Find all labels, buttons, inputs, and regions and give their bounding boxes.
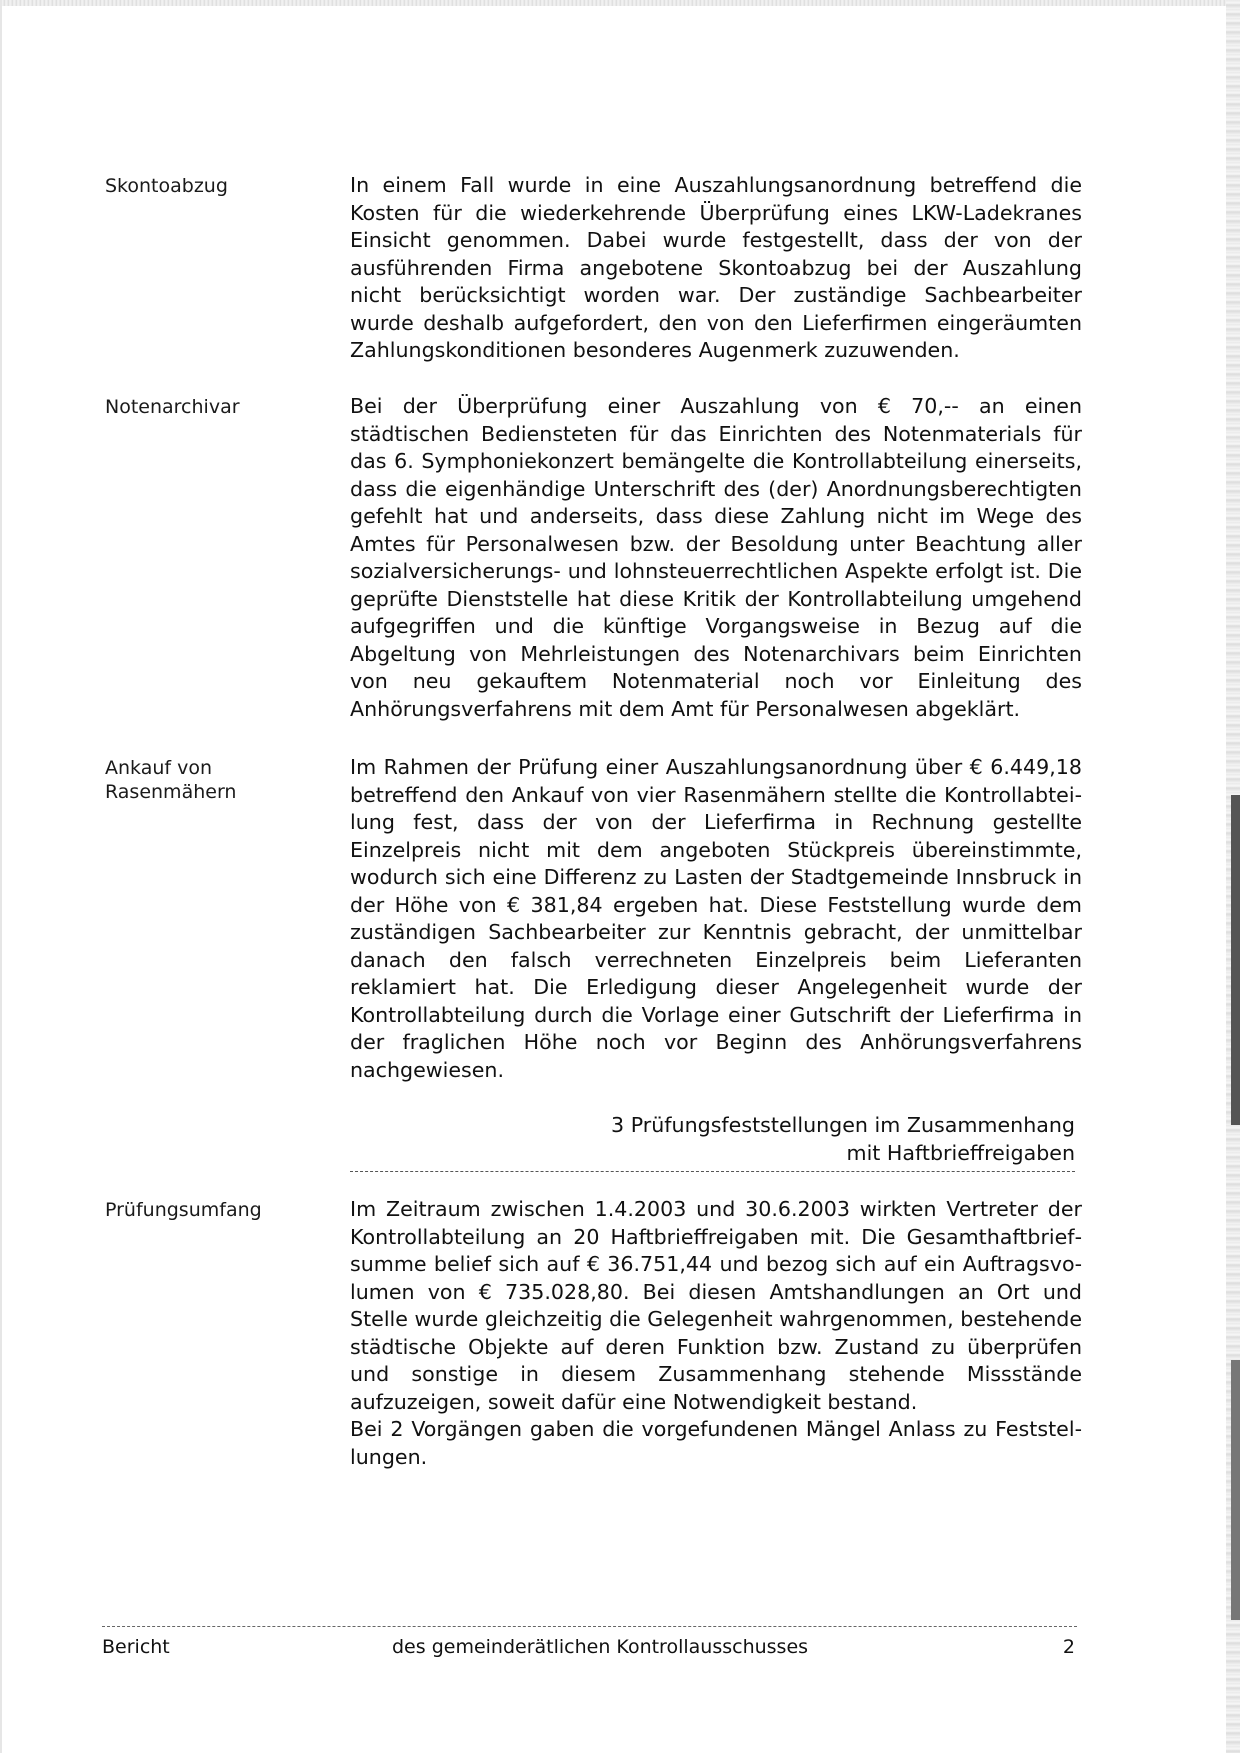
paragraph: Im Zeitraum zwischen 1.4.2003 und 30.6.2003 wirkten Vertreter der Kontrollabteilung an 20 Haftbrieffreigaben mit. Die Gesamthaftbriefsumme belief sich auf € 36.751,44 und bezog sich auf ein Auftragsvolumen von € 735.028,80. Bei diesen Amtshandlungen an Ort und Stelle wurde gleichzeitig die Gelegenheit wahrgenommen, bestehende städtische Objekte auf deren Funktion bzw. Zustand zu überprüfen und sonstige in diesem Zusammenhang stehende Missstände aufzuzeigen, soweit dafür eine Notwendigkeit bestand. [350,1197,1082,1414]
margin-label [105,756,325,804]
footer-center: des gemeinderätlichen Kontrollausschusses [392,1636,809,1658]
margin-label-line: Ankauf von [105,757,213,779]
paragraph: Bei der Überprüfung einer Auszahlung von € 70,-- an einen städtischen Bediensteten für das Einrichten des Notenmaterials für das 6. Symphoniekonzert bemängelte die Kontrollabteilung einerseits, dass die eigenhändige Unterschrift des (der) Anordnungsberechtigten gefehlt hat und anderseits, dass diese Zahlung nicht im Wege des Amtes für Personalwesen bzw. der Besoldung unter Beachtung aller sozialversicherungs- und lohnsteuerrechtlichen Aspekte erfolgt ist. Die geprüfte Dienststelle hat diese Kritik der Kontrollabteilung umgehend aufgegriffen und die künftige Vorgangsweise in Bezug auf die Abgeltung von Mehrleistungen des Notenarchivars beim Einrichten von neu gekauftem Notenmaterial noch vor Einleitung des Anhörungsverfahrens mit dem Amt für Personalwesen abgeklärt. [350,394,1082,721]
paragraph: Im Rahmen der Prüfung einer Auszahlungsanordnung über € 6.449,18 betreffend den Ankauf von vier Rasenmähern stellte die Kontrollabteilung fest, dass der von der Lieferfirma in Rechnung gestellte Einzelpreis nicht mit dem angeboten Stückpreis übereinstimmte, wodurch sich eine Differenz zu Lasten der Stadtgemeinde Innsbruck in der Höhe von € 381,84 ergeben hat. Diese Feststellung wurde dem zuständigen Sachbearbeiter zur Kenntnis gebracht, der unmittelbar danach den falsch verrechneten Einzelpreis beim Lieferanten reklamiert hat. Die Erledigung dieser Angelegenheit wurde der Kontrollabteilung durch die Vorlage einer Gutschrift der Lieferfirma in der fraglichen Höhe noch vor Beginn des Anhörungsverfahrens nachgewiesen. [350,755,1082,1082]
page-number: 2 [1062,1636,1075,1658]
paragraph: In einem Fall wurde in eine Auszahlungsanordnung betreffend die Kosten für die wiederkehrende Überprüfung eines LKW-Ladekranes Einsicht genommen. Dabei wurde festgestellt, dass der von der ausführenden Firma angebotene Skontoabzug bei der Auszahlung nicht berücksichtigt worden war. Der zuständige Sachbearbeiter wurde deshalb aufgefordert, den von den Lieferfirmen eingeräumten Zahlungskonditionen besonderes Augenmerk zuzuwenden. [350,173,1082,362]
scan-shadow [1231,795,1240,1125]
scan-edge-top [0,0,1240,6]
paragraph: Bei 2 Vorgängen gaben die vorgefundenen Mängel Anlass zu Feststellungen. [350,1417,1082,1469]
scan-edge-left [0,0,2,1753]
chapter-heading-line: 3 Prüfungsfeststellungen im Zusammenhang [611,1113,1075,1137]
footer-left: Bericht [102,1636,170,1658]
margin-label: Notenarchivar [105,396,240,418]
margin-label: Skontoabzug [105,175,228,197]
chapter-heading-line: mit Haftbrieffreigaben [846,1141,1075,1165]
heading-divider [350,1171,1075,1172]
margin-label-line: Rasenmähern [105,781,237,803]
footer-divider [102,1626,1077,1627]
scan-shadow [1231,1360,1240,1620]
margin-label: Prüfungsumfang [105,1199,262,1221]
